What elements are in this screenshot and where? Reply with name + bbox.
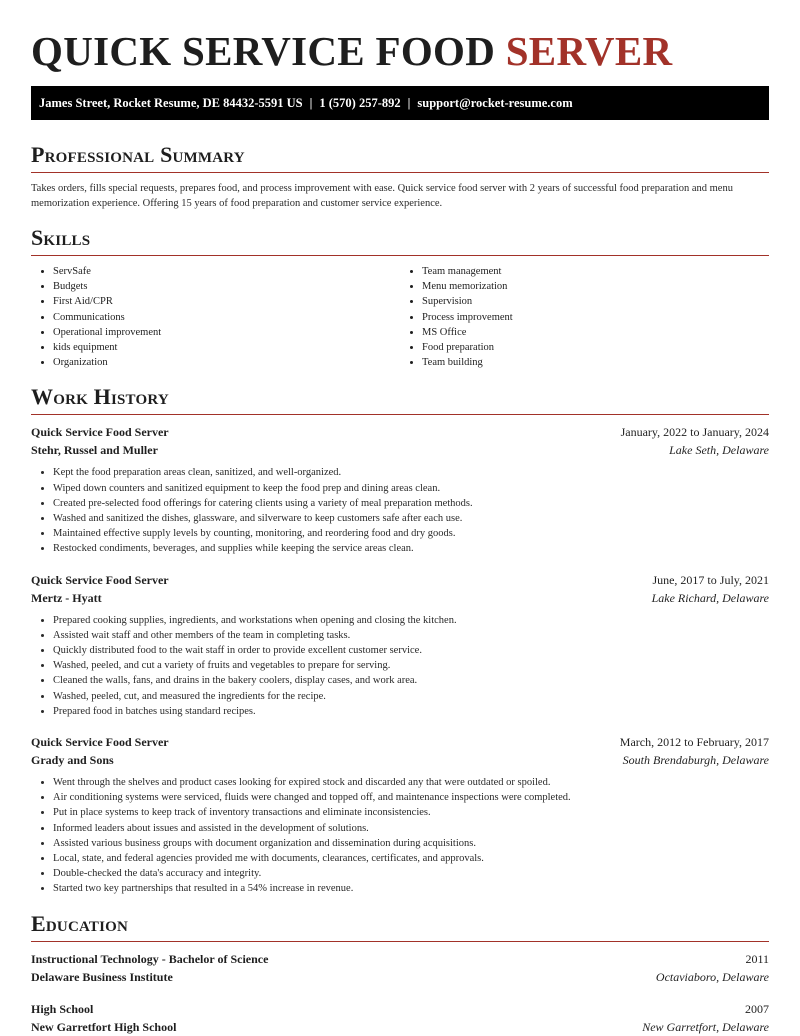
- job-bullet: • Informed leaders about issues and assisted in the development of solutions.: [53, 821, 769, 836]
- summary-section: [31, 142, 769, 211]
- job-title: Quick Service Food Server: [31, 572, 169, 587]
- contact-separator: |: [407, 96, 411, 110]
- job-bullet: • Washed, peeled, and cut a variety of fruits and vegetables to prepare for serving.: [53, 658, 769, 673]
- education-title: Education: [31, 911, 769, 942]
- education-year: 2007: [745, 1001, 769, 1016]
- job-header-row: [31, 423, 769, 441]
- job-bullets: [31, 465, 769, 556]
- education-entry: [31, 1000, 769, 1036]
- job-company: Stehr, Russel and Muller: [31, 443, 158, 458]
- job-header-row: [31, 571, 769, 589]
- job-dates: March, 2012 to February, 2017: [619, 735, 769, 750]
- work-title: Work History: [31, 384, 769, 415]
- skill-item: • Communications: [53, 310, 400, 325]
- name-part2: SERVER: [505, 28, 673, 74]
- job-list: [31, 423, 769, 896]
- job-bullets: [31, 613, 769, 719]
- skill-item: • Operational improvement: [53, 325, 400, 340]
- education-entry: [31, 950, 769, 986]
- job-title: Quick Service Food Server: [31, 425, 169, 440]
- job-bullet: • Quickly distributed food to the wait staff in order to provide excellent customer service.: [53, 643, 769, 658]
- skill-item: • First Aid/CPR: [53, 294, 400, 309]
- job-company: Grady and Sons: [31, 753, 114, 768]
- contact-bar: [31, 86, 769, 120]
- work-section: [31, 384, 769, 896]
- education-school-row: [31, 968, 769, 986]
- contact-separator: |: [309, 96, 313, 110]
- job-bullets: [31, 775, 769, 897]
- skills-right-list: [400, 264, 769, 370]
- skill-item: • Budgets: [53, 279, 400, 294]
- job-entry: [31, 423, 769, 556]
- job-header-row: [31, 733, 769, 751]
- contact-email: support@rocket-resume.com: [417, 96, 573, 110]
- job-bullet: • Assisted wait staff and other members of the team in completing tasks.: [53, 628, 769, 643]
- contact-phone: 1 (570) 257-892: [319, 96, 401, 110]
- education-school: New Garretfort High School: [31, 1019, 177, 1034]
- job-bullet: • Assisted various business groups with document organization and dissemination during acquisitions.: [53, 836, 769, 851]
- job-entry: [31, 733, 769, 897]
- job-company-row: [31, 441, 769, 459]
- job-title: Quick Service Food Server: [31, 735, 169, 750]
- skill-item: • Food preparation: [422, 340, 769, 355]
- education-degree: High School: [31, 1001, 94, 1016]
- job-bullet: • Washed, peeled, cut, and measured the ingredients for the recipe.: [53, 689, 769, 704]
- job-bullet: • Cleaned the walls, fans, and drains in the bakery coolers, display cases, and work area.: [53, 673, 769, 688]
- skill-item: • Supervision: [422, 294, 769, 309]
- job-dates: June, 2017 to July, 2021: [652, 572, 769, 587]
- job-dates: January, 2022 to January, 2024: [620, 425, 769, 440]
- contact-address: James Street, Rocket Resume, DE 84432-5591 US: [39, 96, 303, 110]
- skill-item: • Team building: [422, 355, 769, 370]
- resume-name: [31, 0, 769, 86]
- education-list: [31, 950, 769, 1036]
- name-part1: QUICK SERVICE FOOD: [31, 28, 496, 74]
- education-degree: Instructional Technology - Bachelor of Science: [31, 951, 269, 966]
- job-bullet: • Went through the shelves and product cases looking for expired stock and discarded any that were outdated or spoiled.: [53, 775, 769, 790]
- job-bullet: • Restocked condiments, beverages, and supplies while keeping the service areas clean.: [53, 541, 769, 556]
- job-bullet: • Double-checked the data's accuracy and integrity.: [53, 866, 769, 881]
- job-bullet: • Wiped down counters and sanitized equipment to keep the food prep and dining areas clean.: [53, 481, 769, 496]
- job-company: Mertz - Hyatt: [31, 590, 102, 605]
- job-company-row: [31, 751, 769, 769]
- job-bullet: • Prepared cooking supplies, ingredients, and workstations when opening and closing the kitchen.: [53, 613, 769, 628]
- skill-item: • MS Office: [422, 325, 769, 340]
- education-section: [31, 911, 769, 1036]
- skills-left-list: [31, 264, 400, 370]
- job-bullet: • Created pre-selected food offerings for catering clients using a variety of meal preparation methods.: [53, 496, 769, 511]
- education-year: 2011: [745, 951, 769, 966]
- job-bullet: • Local, state, and federal agencies provided me with documents, clearances, certificates, and approvals.: [53, 851, 769, 866]
- education-location: Octaviaboro, Delaware: [655, 969, 769, 984]
- education-location: New Garretfort, Delaware: [642, 1019, 769, 1034]
- job-bullet: • Put in place systems to keep track of inventory transactions and eliminate inconsistencies.: [53, 805, 769, 820]
- skills-columns: [31, 264, 769, 370]
- skill-item: • Team management: [422, 264, 769, 279]
- skill-item: • Menu memorization: [422, 279, 769, 294]
- summary-text: Takes orders, fills special requests, prepares food, and process improvement with ease. Quick service food server with 2 years of successful food preparation and menu memorization experience. Offering 15 years of food preparation and customer service experience.: [31, 183, 733, 209]
- job-location: Lake Seth, Delaware: [669, 443, 769, 458]
- skill-item: • kids equipment: [53, 340, 400, 355]
- job-bullet: • Air conditioning systems were serviced, fluids were changed and topped off, and maintenance inspections were completed.: [53, 790, 769, 805]
- skill-item: • Organization: [53, 355, 400, 370]
- skill-item: • Process improvement: [422, 310, 769, 325]
- job-company-row: [31, 589, 769, 607]
- education-school: Delaware Business Institute: [31, 969, 173, 984]
- job-bullet: • Started two key partnerships that resulted in a 54% increase in revenue.: [53, 881, 769, 896]
- skills-title: Skills: [31, 225, 769, 256]
- skills-section: [31, 225, 769, 370]
- job-bullet: • Washed and sanitized the dishes, glassware, and silverware to keep customers safe after each use.: [53, 511, 769, 526]
- skill-item: • ServSafe: [53, 264, 400, 279]
- summary-title: Professional Summary: [31, 142, 769, 173]
- job-bullet: • Prepared food in batches using standard recipes.: [53, 704, 769, 719]
- job-bullet: • Maintained effective supply levels by counting, monitoring, and reordering food and dry goods.: [53, 526, 769, 541]
- education-header-row: [31, 950, 769, 968]
- job-bullet: • Kept the food preparation areas clean, sanitized, and well-organized.: [53, 465, 769, 480]
- job-location: South Brendaburgh, Delaware: [622, 753, 769, 768]
- education-school-row: [31, 1018, 769, 1036]
- job-location: Lake Richard, Delaware: [651, 590, 769, 605]
- education-header-row: [31, 1000, 769, 1018]
- job-entry: [31, 571, 769, 719]
